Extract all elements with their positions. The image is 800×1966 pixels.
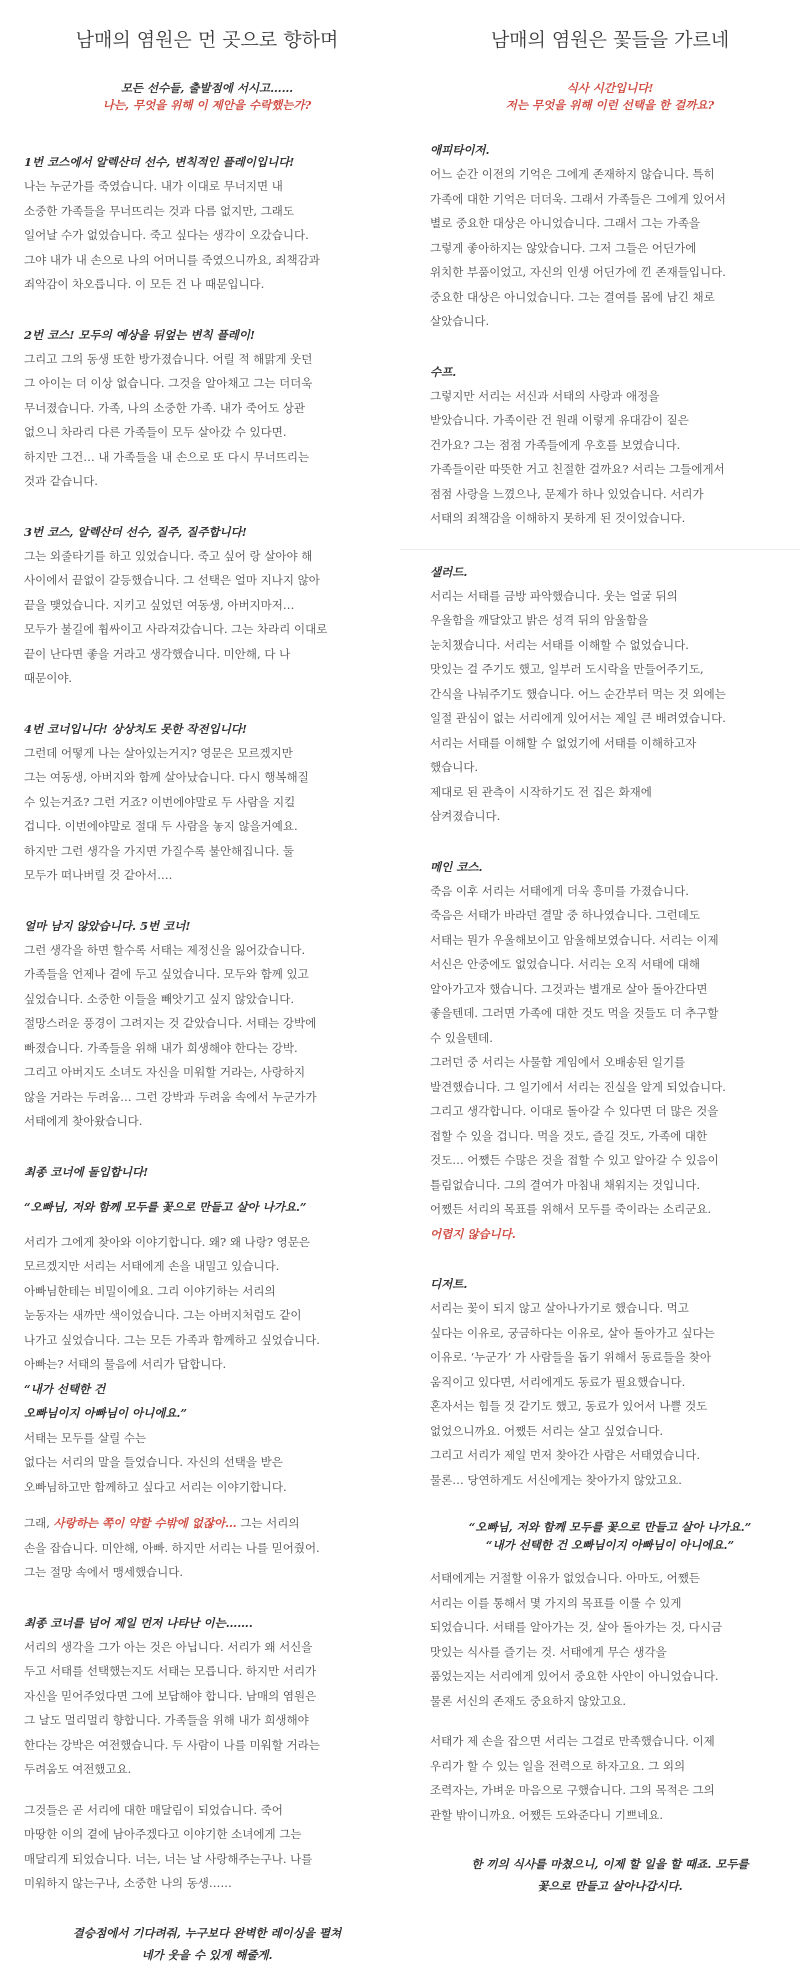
section-heading: 3번 코스, 알렉산더 선수, 질주, 질주합니다! [24, 524, 247, 539]
red-prefix: 그래, [24, 1516, 50, 1530]
section-body: 그런데 어떻게 나는 살아있는거지? 영문은 모르겠지만 그는 여동생, 아버지와 함께 살아났습니다. 다시 행복해질 수 있는거죠? 그런 거죠? 이번에야말로 두 사람을 지킬 겁니다. 이번에야말로 절대 두 사람을 놓지 않을거예요. 하지만 그런 생각을 가지면 가질수록 불안해집니다. 둘 모두가 떠나버릴 것 같아서…. [24, 745, 309, 882]
section-body: 그렇지만 서리는 서신과 서태의 사랑과 애정을 받았습니다. 가족이란 건 원래 이렇게 유대감이 짙은 건가요? 그는 점점 가족들에게 우호를 보였습니다. 가족들이란 따뜻한 거고 친절한 걸까요? 서리는 그들에게서 점점 사랑을 느꼈으나, 문제가 하나 있었습니다. 서리가 서태의 죄책감을 이해하지 못하게 된 것이었습니다. [430, 388, 725, 525]
section-heading: 메인 코스. [430, 859, 483, 874]
left-section-7 [24, 1611, 390, 1896]
section-heading: 4번 코너입니다! 상상치도 못한 작전입니다! [24, 721, 247, 736]
red-suffix: 그는 서리의 손을 잡습니다. 미안해, 아빠. 하지만 서리는 나를 믿어줬어. 그는 절망 속에서 맹세했습니다. [24, 1516, 320, 1579]
section-body: 그런 생각을 하면 할수록 서태는 제정신을 잃어갔습니다. 가족들을 언제나 곁에 두고 싶었습니다. 모두와 함께 있고 싶었습니다. 소중한 이들을 빼앗기고 싶지 않았습니다. 절망스러운 풍경이 그려지는 것 같았습니다. 서태는 강박에 빠졌습니다. 가족들을 위해 내가 희생해야 한다는 강박. 그리고 아버지도 소녀도 자신을 미워할 거라는, 사랑하지 않을 거라는 두려움… 그런 강박과 두려움 속에서 누군가가 서태에게 찾아왔습니다. [24, 942, 317, 1128]
section-heading: 최종 코너를 넘어 제일 먼저 나타난 이는……. [24, 1615, 253, 1630]
section-heading: 1번 코스에서 알렉산더 선수, 변칙적인 플레이입니다! [24, 155, 295, 169]
section-body: 서태에게는 거절할 이유가 없었습니다. 아마도, 어쨌든 서리는 이를 통해서 몇 가지의 목표를 이룰 수 있게 되었습니다. 서태를 알아가는 것, 살아 돌아가는 것, 다시금 맛있는 식사를 즐기는 것. 서태에게 무슨 생각을 품었는지는 서리에게 있어서 중요한 사안이 아니었습니다. 물론 서신의 존재도 중요하지 않았고요. [430, 1571, 723, 1708]
right-section-1 [430, 138, 790, 334]
section-body: 서리가 그에게 찾아와 이야기합니다. 왜? 왜 나랑? 영문은 모르겠지만 서리는 서태에게 손을 내밀고 있습니다. 아빠님한테는 비밀이에요. 그리 이야기하는 서리의 눈동자는 새까만 색이었습니다. 그는 아버지처럼도 같이 나가고 싶었습니다. 그는 모든 가족과 함께하고 싶었습니다. 아빠는? 서태의 물음에 서리가 답합니다. [24, 1234, 320, 1371]
section-body: 나는 누군가를 죽였습니다. 내가 이대로 무너지면 내 소중한 가족들을 무너뜨리는 것과 다름 없지만, 그래도 일어날 수가 없었습니다. 죽고 싶다는 생각이 오갔습니다. 그야 내가 내 손으로 나의 어머니를 죽였으니까요, 죄책감과 죄악감이 차오릅니다. 이 모든 건 나 때문입니다. [24, 179, 320, 291]
left-title: 남매의 염원은 먼 곳으로 향하며 [75, 29, 339, 51]
section-heading: 2번 코스! 모두의 예상을 뒤엎는 변칙 플레이! [24, 327, 255, 342]
red-emphasis: 사랑하는 쪽이 약할 수밖에 없잖아… [53, 1516, 237, 1530]
section-quote-2: “내가 선택한 건 오빠님이지 아빠님이 아니에요.” [24, 1381, 188, 1420]
right-section-6 [430, 1518, 790, 1827]
section-body-3 [24, 1511, 390, 1585]
right-intro-line2: 저는 무엇을 위해 이런 선택을 한 걸까요? [505, 98, 715, 112]
right-title: 남매의 염원은 꽃들을 가르네 [490, 29, 730, 51]
section-body: 어느 순간 이전의 기억은 그에게 존재하지 않습니다. 특히 가족에 대한 기억은 더더욱. 그래서 가족들은 그에게 있어서 별로 중요한 대상은 아니었습니다. 그래서 그는 가족을 그렇게 좋아하지는 않았습니다. 그저 그들은 어딘가에 위치한 부품이었고, 자신의 인생 어딘가에 낀 존재들입니다. 중요한 대상은 아니었습니다. 그는 결여를 몸에 남긴 채로 살았습니다. [430, 167, 726, 328]
right-section-2 [430, 360, 790, 531]
section-heading: 디저트. [430, 1277, 468, 1291]
left-intro-line1: 모든 선수들, 출발점에 서시고…… [120, 81, 294, 95]
section-heading: 수프. [430, 364, 457, 379]
left-section-3 [24, 520, 390, 691]
section-body-2: 그것들은 곧 서리에 대한 매달림이 되었습니다. 죽어 마땅한 이의 곁에 남아주겠다고 이야기한 소녀에게 그는 매달리게 되었습니다. 너는, 너는 날 사랑해주는구나. 나를 미워하지 않는구나, 소중한 나의 동생…… [24, 1802, 313, 1890]
left-section-6 [24, 1160, 390, 1585]
section-heading: 얼마 남지 않았습니다. 5번 코너! [24, 918, 191, 933]
section-body: 서리는 서태를 금방 파악했습니다. 웃는 얼굴 뒤의 우울함을 깨달았고 밝은 성격 뒤의 암울함을 눈치챘습니다. 서리는 서태를 이해할 수 없었습니다. 맛있는 걸 주기도 했고, 일부러 도시락을 만들어주기도, 간식을 나눠주기도 했습니다. 어느 순간부터 먹는 것 외에는 일절 관심이 없는 서리에게 있어서는 제일 큰 배려였습니다. 서리는 서태를 이해할 수 없었기에 서태를 이해하고자 했습니다. 제대로 된 관측이 시작하기도 전 집은 화재에 삼켜졌습니다. [430, 588, 726, 823]
section-body: 서리의 생각을 그가 아는 것은 아닙니다. 서리가 왜 서신을 두고 서태를 선택했는지도 서태는 모릅니다. 하지만 서리가 자신을 믿어주었다면 그에 보답해야 합니다. 남매의 염원은 그 날도 멀리멀리 향합니다. 가족들을 위해 내가 희생해야 한다는 강박은 여전했습니다. 두 사람이 나를 미워할 거라는 두려움도 여전했고요. [24, 1639, 320, 1776]
right-section-5 [430, 1272, 790, 1492]
section-body: 죽음 이후 서리는 서태에게 더욱 흥미를 가졌습니다. 죽음은 서태가 바라던 결말 중 하나였습니다. 그런데도 서태는 뭔가 우울해보이고 암울해보였습니다. 서리는 이제 서신은 안중에도 없었습니다. 서리는 오직 서태에 대해 알아가고자 했습니다. 그것과는 별개로 살아 돌아간다면 좋을텐데. 그러면 가족에 대한 것도 먹을 것들도 더 추구할 수 있을텐데. 그러던 중 서리는 사물함 게임에서 오배송된 일기를 발견했습니다. 그 일기에서 서리는 진실을 알게 되었습니다. 그리고 생각합니다. 이대로 돌아갈 수 있다면 더 많은 것을 접할 수 있을 겁니다. 먹을 것도, 즐길 것도, 가족에 대한 것도… 어쨌든 수많은 것을 접할 수 있고 알아갈 수 있음이 틀림없습니다. 그의 결여가 마침내 채워지는 것입니다. 어쨌든 서리의 목표를 위해서 모두를 죽이라는 소리군요. [430, 883, 726, 1216]
right-intro-line1: 식사 시간입니다! [566, 81, 654, 95]
right-intro [430, 80, 790, 114]
right-outro: 한 끼의 식사를 마쳤으니, 이제 할 일을 할 때죠. 모두를 꽃으로 만들고 살아나갑시다. [471, 1857, 749, 1893]
section-heading: 최종 코너에 돌입합니다! [24, 1164, 149, 1179]
section-divider [400, 549, 800, 550]
section-heading: 애피타이저. [430, 143, 490, 157]
section-body: 그는 외줄타기를 하고 있었습니다. 죽고 싶어 랑 살아야 해 사이에서 끝없이 갈등했습니다. 그 선택은 얼마 지나지 않아 끝을 맺었습니다. 지키고 싶었던 여동생, 아버지마저… 모두가 불길에 휩싸이고 사라져갔습니다. 그는 차라리 이대로 끝이 난다면 좋을 거라고 생각했습니다. 미안해, 다 나 때문이야. [24, 548, 328, 685]
red-emphasis: 어렵지 않습니다. [430, 1226, 516, 1241]
section-body: 그리고 그의 동생 또한 방가졌습니다. 어릴 적 해맑게 웃던 그 아이는 더 이상 없습니다. 그것을 알아채고 그는 더더욱 무너졌습니다. 가족, 나의 소중한 가족. 내가 죽어도 상관 없으니 차라리 다른 가족들이 모두 살아갔 수 있다면. 하지만 그건… 내 가족들을 내 손으로 또 다시 무너뜨리는 것과 같습니다. [24, 351, 313, 488]
section-body: 서리는 꽃이 되지 않고 살아나가기로 했습니다. 먹고 싶다는 이유로, 궁금하다는 이유로, 살아 돌아가고 싶다는 이유로. ‘누군가’ 가 사람들을 돕기 위해서 동료들을 찾아 움직이고 있다면, 서리에게도 동료가 필요했습니다. 혼자서는 힘들 것 같기도 했고, 동료가 있어서 나쁠 것도 없었으니까요. 어쨌든 서리는 살고 싶었습니다. 그리고 서리가 제일 먼저 찾아간 사람은 서태였습니다. 물론… 당연하게도 서신에게는 찾아가지 않았고요. [430, 1301, 715, 1487]
section-quote: “오빠님, 저와 함께 모두를 꽃으로 만들고 살아 나가요.” “내가 선택한 건 오빠님이지 아빠님이 아니에요.” [468, 1520, 752, 1552]
left-section-1 [24, 150, 390, 297]
section-body-2: 서태는 모두를 살릴 수는 없다는 서리의 말을 들었습니다. 자신의 선택을 받은 오빠님하고만 함께하고 싶다고 서리는 이야기합니다. [24, 1430, 287, 1494]
left-intro [24, 80, 390, 114]
section-quote: “오빠님, 저와 함께 모두를 꽃으로 만들고 살아 나가요.” [24, 1199, 307, 1214]
right-column [400, 0, 800, 1897]
left-section-4 [24, 717, 390, 888]
left-intro-line2: 나는, 무엇을 위해 이 제안을 수락했는가? [102, 98, 312, 112]
left-section-2 [24, 323, 390, 494]
section-body-2: 서태가 제 손을 잡으면 서리는 그걸로 만족했습니다. 이제 우리가 할 수 있는 일을 전력으로 하자고요. 그 외의 조력자는, 가벼운 마음으로 구했습니다. 그의 목적은 그의 관할 밖이니까요. 어쨌든 도와준다니 기쁘네요. [430, 1734, 715, 1822]
section-heading: 샐러드. [430, 564, 468, 579]
right-section-4 [430, 855, 790, 1247]
left-outro: 결승점에서 기다려줘, 누구보다 완벽한 레이싱을 펼쳐 네가 웃을 수 있게 해줄게. [72, 1925, 342, 1962]
left-section-5 [24, 914, 390, 1134]
right-section-3 [430, 560, 790, 829]
